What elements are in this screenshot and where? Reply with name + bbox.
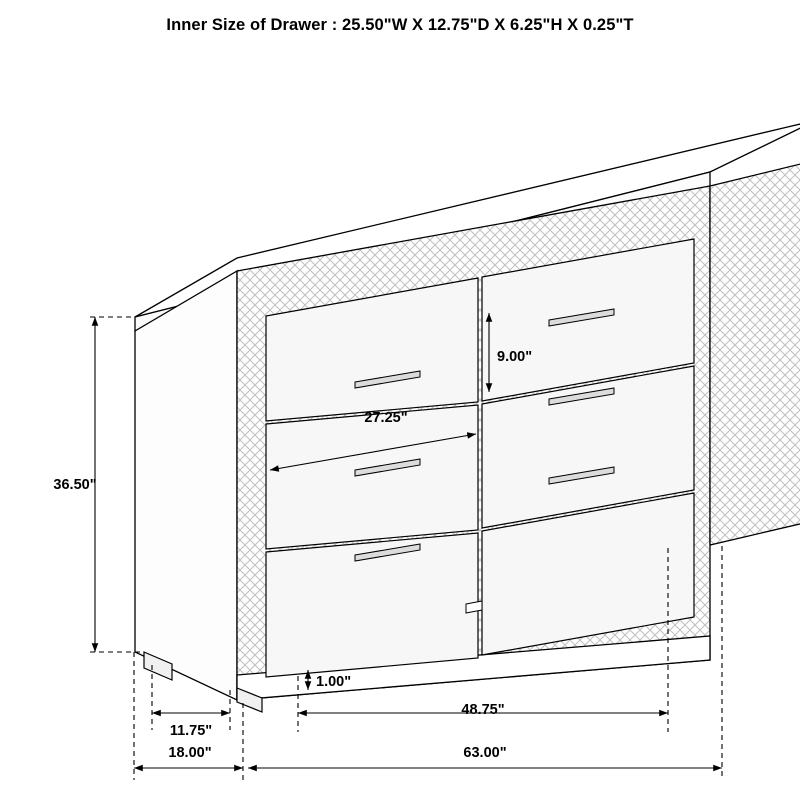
- label-drawer-width: 27.25": [364, 410, 408, 426]
- cabinet-left-side: [135, 271, 237, 700]
- cabinet-body: [135, 120, 800, 712]
- label-plinth-height: 1.00": [316, 674, 352, 690]
- label-front-width: 48.75": [461, 702, 505, 718]
- drawer-front-left-bottom[interactable]: [266, 533, 478, 677]
- drawer-front-left-middle[interactable]: [266, 405, 478, 549]
- cabinet-right-wing: [710, 160, 800, 545]
- label-total-width: 63.00": [463, 745, 507, 761]
- label-depth-lower: 11.75": [169, 723, 213, 739]
- dim-height-overall: [90, 317, 140, 652]
- label-depth-full: 18.00": [168, 745, 212, 761]
- label-height-overall: 36.50": [53, 477, 97, 493]
- page-title: Inner Size of Drawer : 25.50"W X 12.75"D X 6.25"H X 0.25"T: [166, 16, 634, 34]
- label-drawer-height: 9.00": [497, 349, 533, 365]
